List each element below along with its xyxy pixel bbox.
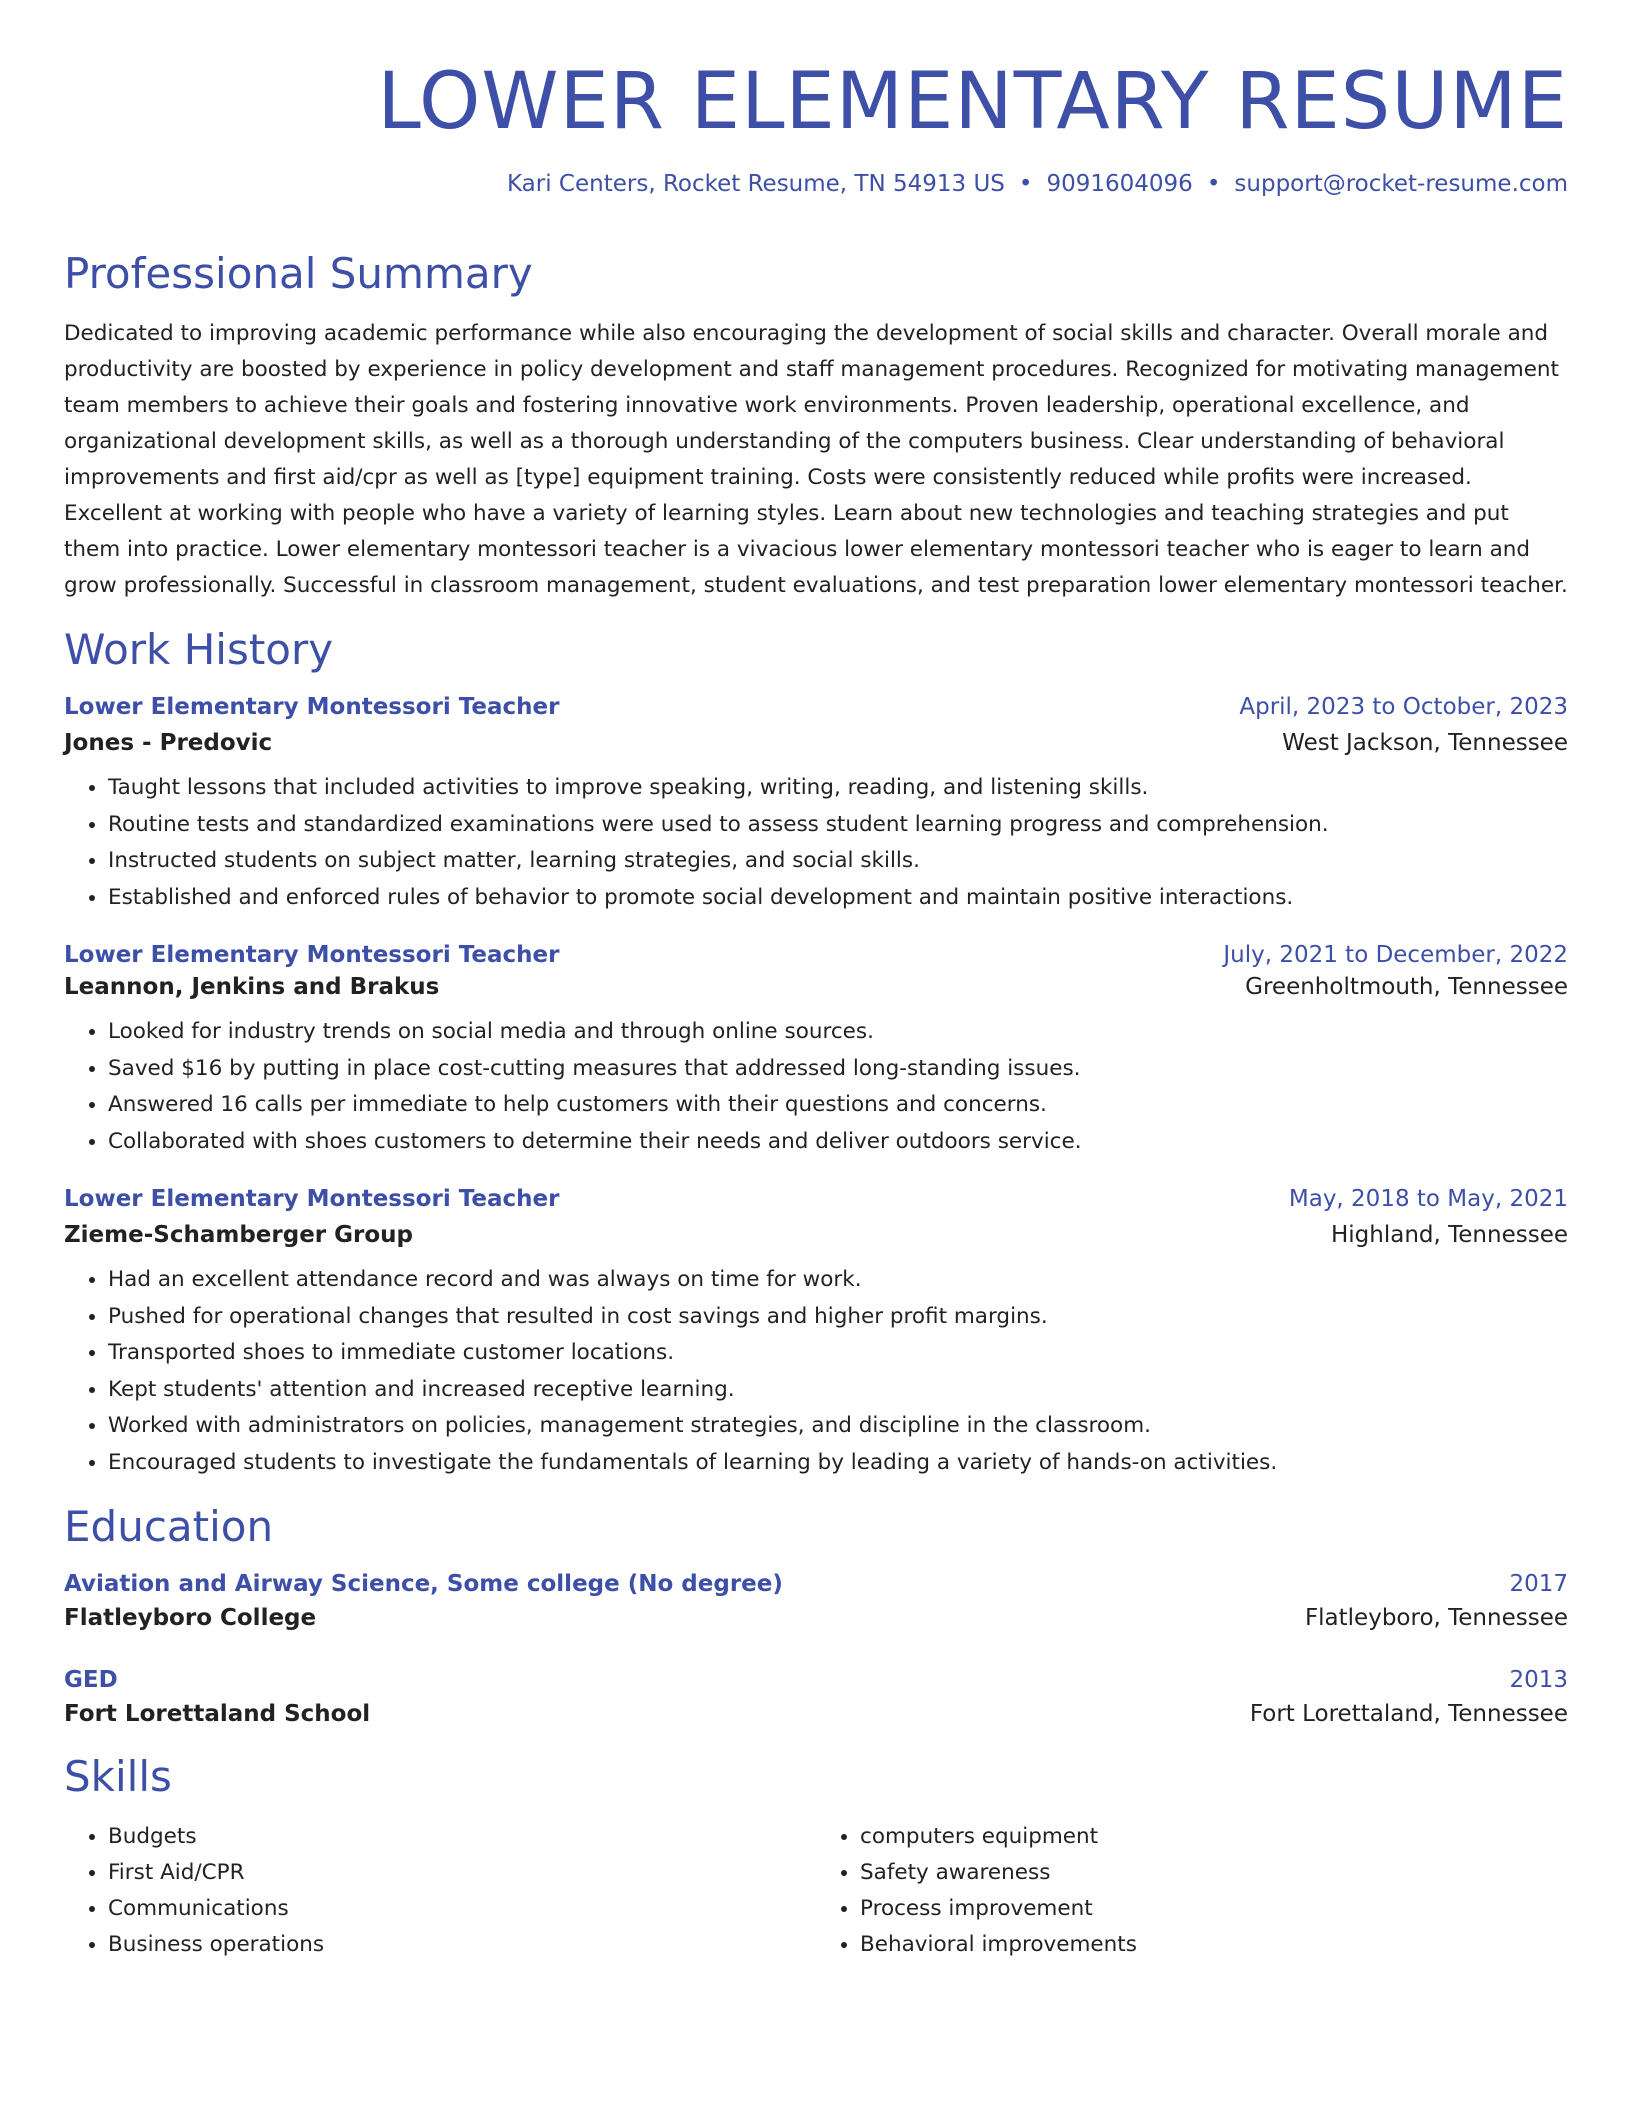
work-history-heading: Work History <box>64 625 334 674</box>
education-header-row <box>64 1667 1568 1693</box>
education-school: Fort Lorettaland School <box>64 1701 371 1727</box>
job-bullets <box>64 770 1568 916</box>
education-degree: Aviation and Airway Science, Some college (No degree) <box>64 1571 783 1597</box>
education-heading: Education <box>64 1502 274 1551</box>
job-dates: July, 2021 to December, 2022 <box>1223 942 1568 968</box>
education-year: 2013 <box>1509 1667 1568 1693</box>
education-year: 2017 <box>1509 1571 1568 1597</box>
skill-item: • Budgets <box>108 1819 816 1855</box>
list-item: • Routine tests and standardized examinations were used to assess student learning progress and comprehension. <box>108 807 1568 844</box>
job-location: West Jackson, Tennessee <box>1282 730 1568 756</box>
skill-item: • Behavioral improvements <box>860 1927 1568 1963</box>
job-org-row <box>64 730 1568 756</box>
job-entry <box>64 942 1568 1160</box>
job-header-row <box>64 942 1568 968</box>
job-company: Jones - Predovic <box>64 730 273 756</box>
skill-item: • Process improvement <box>860 1891 1568 1927</box>
skill-item: • First Aid/CPR <box>108 1855 816 1891</box>
list-item: • Encouraged students to investigate the fundamentals of learning by leading a variety of hands-on activities. <box>108 1445 1568 1482</box>
list-item: • Collaborated with shoes customers to determine their needs and deliver outdoors service. <box>108 1124 1568 1161</box>
education-entry <box>64 1667 1568 1727</box>
job-company: Leannon, Jenkins and Brakus <box>64 974 440 1000</box>
contact-phone: 9091604096 <box>1046 171 1193 197</box>
job-title: Lower Elementary Montessori Teacher <box>64 694 560 720</box>
skills-column-right <box>816 1819 1568 1963</box>
job-entry <box>64 694 1568 916</box>
job-org-row <box>64 1222 1568 1248</box>
education-header-row <box>64 1571 1568 1597</box>
job-location: Highland, Tennessee <box>1330 1222 1568 1248</box>
skill-item: • Communications <box>108 1891 816 1927</box>
job-org-row <box>64 974 1568 1000</box>
job-title: Lower Elementary Montessori Teacher <box>64 942 560 968</box>
list-item: • Established and enforced rules of behavior to promote social development and maintain positive interactions. <box>108 880 1568 917</box>
list-item: • Transported shoes to immediate customer locations. <box>108 1335 1568 1372</box>
education-location: Flatleyboro, Tennessee <box>1304 1605 1568 1631</box>
education-degree: GED <box>64 1667 118 1693</box>
list-item: • Saved $16 by putting in place cost-cutting measures that addressed long-standing issues. <box>108 1051 1568 1088</box>
skills-list <box>64 1819 1568 1963</box>
education-entry <box>64 1571 1568 1631</box>
job-title: Lower Elementary Montessori Teacher <box>64 1186 560 1212</box>
contact-separator: • <box>1206 171 1221 197</box>
list-item: • Looked for industry trends on social media and through online sources. <box>108 1014 1568 1051</box>
education-school-row <box>64 1605 1568 1631</box>
list-item: • Instructed students on subject matter, learning strategies, and social skills. <box>108 843 1568 880</box>
job-dates: April, 2023 to October, 2023 <box>1239 694 1568 720</box>
list-item: • Pushed for operational changes that resulted in cost savings and higher profit margins. <box>108 1299 1568 1336</box>
skill-item: • Safety awareness <box>860 1855 1568 1891</box>
skills-column-left <box>64 1819 816 1963</box>
contact-separator: • <box>1018 171 1033 197</box>
job-dates: May, 2018 to May, 2021 <box>1288 1186 1568 1212</box>
list-item: • Answered 16 calls per immediate to help customers with their questions and concerns. <box>108 1087 1568 1124</box>
summary-text: Dedicated to improving academic performance while also encouraging the development of social skills and character. Overall morale and productivity are boosted by experience in policy development and staff management procedures. Recognized for motivating management team members to achieve their goals and fostering innovative work environments. Proven leadership, operational excellence, and organizational development skills, as well as a thorough understanding of the computers business. Clear understanding of behavioral improvements and first aid/cpr as well as [type] equipment training. Costs were consistently reduced while profits were increased. Excellent at working with people who have a variety of learning styles. Learn about new technologies and teaching strategies and put them into practice. Lower elementary montessori teacher is a vivacious lower elementary montessori teacher who is eager to learn and grow professionally. Successful in classroom management, student evaluations, and test preparation lower elementary montessori teacher. <box>64 321 1568 598</box>
job-entry <box>64 1186 1568 1481</box>
job-header-row <box>64 1186 1568 1212</box>
job-location: Greenholtmouth, Tennessee <box>1245 974 1568 1000</box>
contact-line <box>64 168 1568 200</box>
job-company: Zieme-Schamberger Group <box>64 1222 414 1248</box>
education-school: Flatleyboro College <box>64 1605 317 1631</box>
skill-item: • Business operations <box>108 1927 816 1963</box>
skill-item: • computers equipment <box>860 1819 1568 1855</box>
list-item: • Kept students' attention and increased receptive learning. <box>108 1372 1568 1409</box>
list-item: • Had an excellent attendance record and was always on time for work. <box>108 1262 1568 1299</box>
education-location: Fort Lorettaland, Tennessee <box>1249 1701 1568 1727</box>
list-item: • Worked with administrators on policies, management strategies, and discipline in the classroom. <box>108 1408 1568 1445</box>
job-header-row <box>64 694 1568 720</box>
job-bullets <box>64 1262 1568 1481</box>
contact-address: Kari Centers, Rocket Resume, TN 54913 US <box>507 171 1005 197</box>
skills-heading: Skills <box>64 1752 172 1801</box>
resume-title: LOWER ELEMENTARY RESUME <box>377 57 1568 147</box>
list-item: • Taught lessons that included activities to improve speaking, writing, reading, and listening skills. <box>108 770 1568 807</box>
contact-email: support@rocket-resume.com <box>1234 171 1568 197</box>
job-bullets <box>64 1014 1568 1160</box>
education-school-row <box>64 1701 1568 1727</box>
summary-heading: Professional Summary <box>64 249 533 298</box>
